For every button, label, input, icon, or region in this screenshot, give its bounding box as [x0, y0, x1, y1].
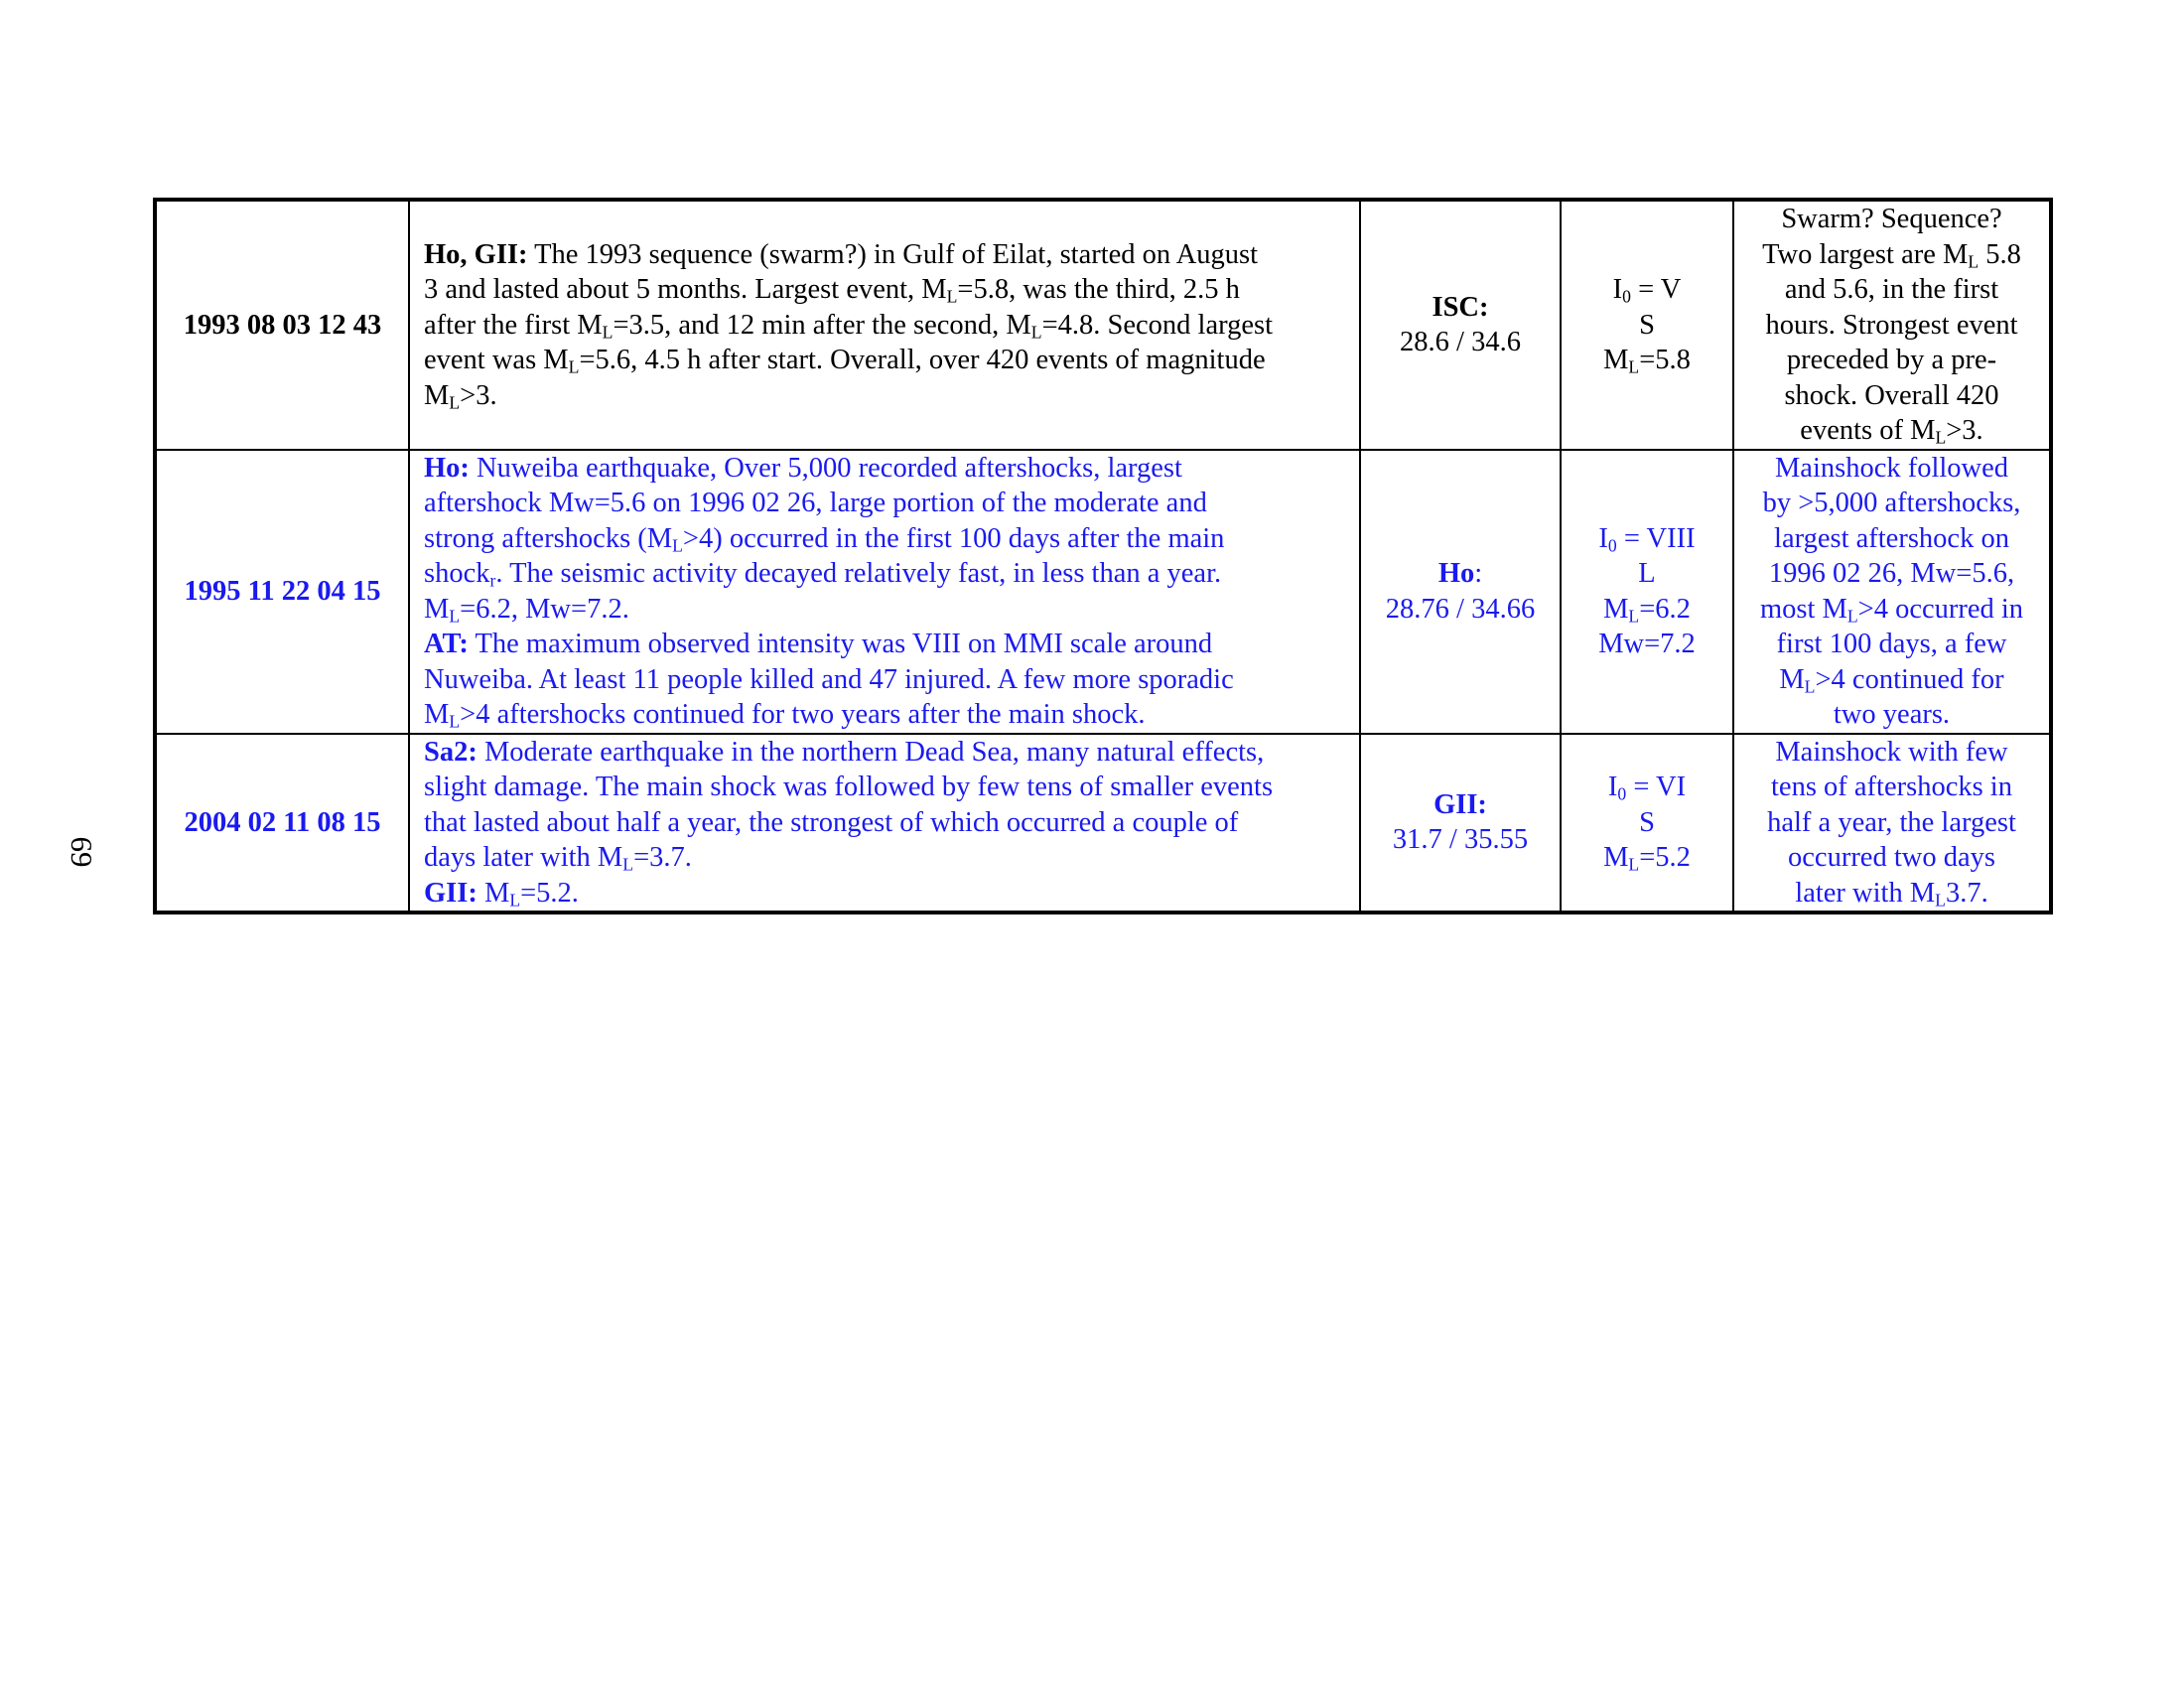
description-line: 3 and lasted about 5 months. Largest event, $M_L=5.8$, was the third, 2.5 h [424, 274, 1240, 307]
description-line: slight damage. The main shock was followed by few tens of smaller events [424, 772, 1274, 802]
event-location [1360, 734, 1561, 914]
event-location: Ho: 28.76 / 34.66 [1360, 450, 1561, 734]
description-line: Ho: Nuweiba earthquake, Over 5,000 recorded aftershocks, largest [424, 452, 1182, 484]
description-line: $M_L>4$ aftershocks continued for two years after the main shock. [424, 699, 1146, 732]
location-coords: 28.76 / 34.66 [1385, 593, 1536, 625]
description-line: Ho, GII: The 1993 sequence (swarm?) in Gulf of Eilat, started on August [424, 238, 1259, 270]
table-row [155, 200, 2051, 450]
description-line: shock$_r$. The seismic activity decayed relatively fast, in less than a year. [424, 558, 1222, 591]
description-line: AT: The maximum observed intensity was VIII on MMI scale around [424, 629, 1213, 659]
description-line: Nuweiba. At least 11 people killed and 47 injured. A few more sporadic [424, 663, 1234, 695]
event-comment: Swarm? Sequence? Two largest are $M_L$ 5.8 and 5.6, in the first hours. Strongest event preceded by a pre- shock. Overall 420 events of $M_L>3$. [1733, 200, 2051, 450]
description-line: GII: $M_L=5.2$. [424, 877, 579, 910]
description-line: $M_L>3$. [424, 379, 497, 412]
location-coords: 31.7 / 35.55 [1392, 824, 1529, 856]
earthquake-table [153, 198, 2053, 914]
event-location [1360, 200, 1561, 450]
event-description [409, 450, 1360, 734]
event-date: 1995 11 22 04 15 [155, 450, 409, 734]
table-row [155, 450, 2051, 734]
description-line: strong aftershocks $(M_L>4)$ occurred in the first 100 days after the main [424, 522, 1225, 555]
event-intensity: $I_0$ = VIII L $M_L=6.2$ Mw=7.2 [1561, 450, 1733, 734]
event-intensity: $I_0 = V$ S $M_L=5.8$ [1561, 200, 1733, 450]
event-date: 2004 02 11 08 15 [155, 734, 409, 914]
description-line: event was $M_L=5.6$, 4.5 h after start. Overall, over 420 events of magnitude [424, 345, 1266, 377]
event-description [409, 734, 1360, 914]
description-line: aftershock Mw=5.6 on 1996 02 26, large portion of the moderate and [424, 488, 1207, 518]
event-date: 1993 08 03 12 43 [155, 200, 409, 450]
location-agency: ISC: [1432, 291, 1489, 323]
event-comment: Mainshock followed by >5,000 aftershocks, largest aftershock on 1996 02 26, Mw=5.6, most $M_L>4$ occurred in first 100 days, a few $M_L>4$ continued for two years. [1733, 450, 2051, 734]
location-agency: Ho [1437, 558, 1475, 589]
description-line: days later with $M_L=3.7$. [424, 842, 692, 875]
location-agency: GII: [1433, 788, 1487, 820]
event-intensity: $I_0$ = VI S $M_L=5.2$ [1561, 734, 1733, 914]
description-line: $M_L=6.2$, Mw=7.2. [424, 593, 629, 626]
description-line: that lasted about half a year, the strongest of which occurred a couple of [424, 806, 1239, 838]
table-row [155, 734, 2051, 914]
page-number: 69 [65, 836, 99, 868]
event-comment: Mainshock with few tens of aftershocks in half a year, the largest occurred two days later with $M_L3.7$. [1733, 734, 2051, 914]
location-coords: 28.6 / 34.6 [1400, 327, 1521, 358]
description-line: Sa2: Moderate earthquake in the northern Dead Sea, many natural effects, [424, 736, 1265, 768]
event-description [409, 200, 1360, 450]
description-line: after the first $M_L=3.5$, and 12 min after the second, $M_L=4.8$. Second largest [424, 309, 1273, 342]
